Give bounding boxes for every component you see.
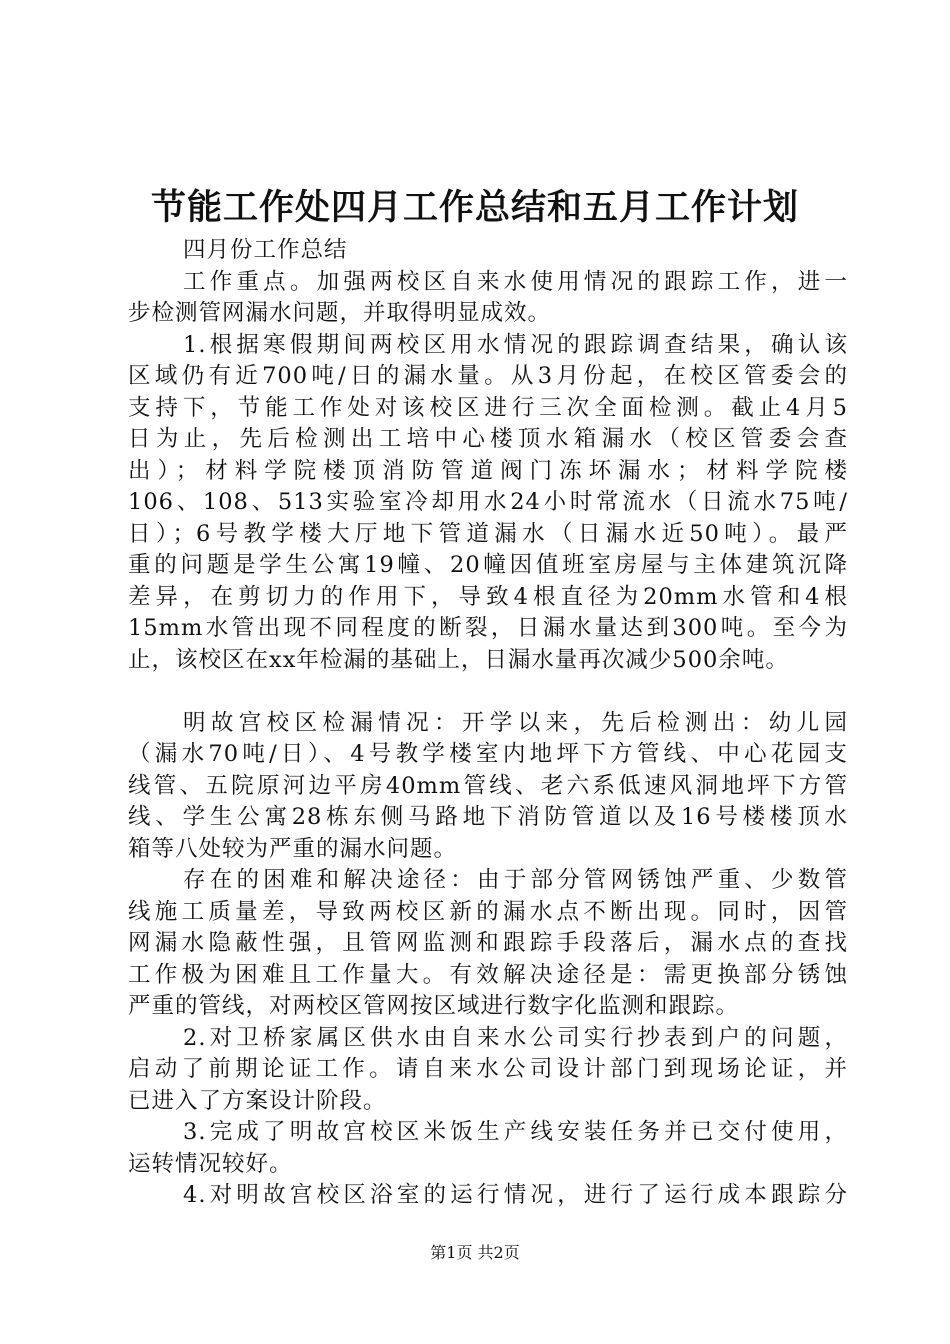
paragraph-spacer — [128, 676, 848, 708]
document-title: 节能工作处四月工作总结和五月工作计划 — [150, 187, 799, 228]
paragraph-line: 已进入了方案设计阶段。 — [128, 1087, 387, 1114]
paragraph-line: 3.完成了明故宫校区米饭生产线安装任务并已交付使用， — [183, 1119, 848, 1145]
paragraph-line: 工作重点。加强两校区自来水使用情况的跟踪工作，进一 — [183, 268, 848, 295]
paragraph-line: （漏水70吨/日）、4号教学楼室内地坪下方管线、中心花园支 — [128, 741, 848, 767]
page-number: 第1页 共2页 — [430, 1243, 520, 1262]
paragraph-line: 线、学生公寓28栋东侧马路地下消防管道以及16号楼楼顶水 — [128, 804, 848, 830]
paragraph-line: 日）；6号教学楼大厅地下管道漏水（日漏水近50吨）。最严 — [128, 520, 848, 547]
paragraph-line: 1.根据寒假期间两校区用水情况的跟踪调查结果，确认该 — [183, 331, 848, 358]
paragraph-line: 重的问题是学生公寓19幢、20幢因值班室房屋与主体建筑沉降 — [128, 552, 848, 578]
paragraph-line: 启动了前期论证工作。请自来水公司设计部门到现场论证，并 — [128, 1056, 848, 1082]
paragraph-line: 网漏水隐蔽性强，且管网监测和跟踪手段落后，漏水点的查找 — [128, 930, 848, 956]
paragraph-line: 日为止，先后检测出工培中心楼顶水箱漏水（校区管委会查 — [128, 426, 848, 452]
paragraph-line: 明故宫校区检漏情况：开学以来，先后检测出：幼儿园 — [183, 709, 848, 736]
paragraph-line: 线管、五院原河边平房40mm管线、老六系低速风洞地坪下方管 — [128, 772, 848, 799]
paragraph-line: 4.对明故宫校区浴室的运行情况，进行了运行成本跟踪分 — [183, 1182, 848, 1208]
paragraph-line: 差异，在剪切力的作用下，导致4根直径为20mm水管和4根 — [128, 583, 848, 610]
paragraph-line: 存在的困难和解决途径：由于部分管网锈蚀严重、少数管 — [183, 867, 848, 893]
paragraph-line: 箱等八处较为严重的漏水问题。 — [128, 835, 458, 862]
paragraph-line: 线施工质量差，导致两校区新的漏水点不断出现。同时，因管 — [128, 898, 848, 925]
paragraph-line: 严重的管线，对两校区管网按区域进行数字化监测和跟踪。 — [128, 993, 740, 1019]
paragraph-line: 2.对卫桥家属区供水由自来水公司实行抄表到户的问题， — [183, 1024, 848, 1051]
paragraph-line: 运转情况较好。 — [128, 1150, 293, 1177]
paragraph-line: 工作极为困难且工作量大。有效解决途径是：需更换部分锈蚀 — [128, 961, 848, 988]
paragraph-line: 止，该校区在xx年检漏的基础上，日漏水量再次减少500余吨。 — [128, 646, 789, 673]
paragraph-line: 支持下，节能工作处对该校区进行三次全面检测。截止4月5 — [128, 394, 848, 421]
paragraph-line: 出）；材料学院楼顶消防管道阀门冻坏漏水；材料学院楼 — [128, 457, 848, 484]
paragraph-line: 步检测管网漏水问题，并取得明显成效。 — [128, 300, 552, 326]
paragraph-line: 15mm水管出现不同程度的断裂，日漏水量达到300吨。至今为 — [128, 615, 848, 641]
section-heading: 四月份工作总结 — [183, 237, 348, 263]
paragraph-line: 区域仍有近700吨/日的漏水量。从3月份起，在校区管委会的 — [128, 363, 848, 389]
document-body — [128, 235, 848, 1212]
paragraph-line: 106、108、513实验室冷却用水24小时常流水（日流水75吨/ — [128, 489, 848, 515]
